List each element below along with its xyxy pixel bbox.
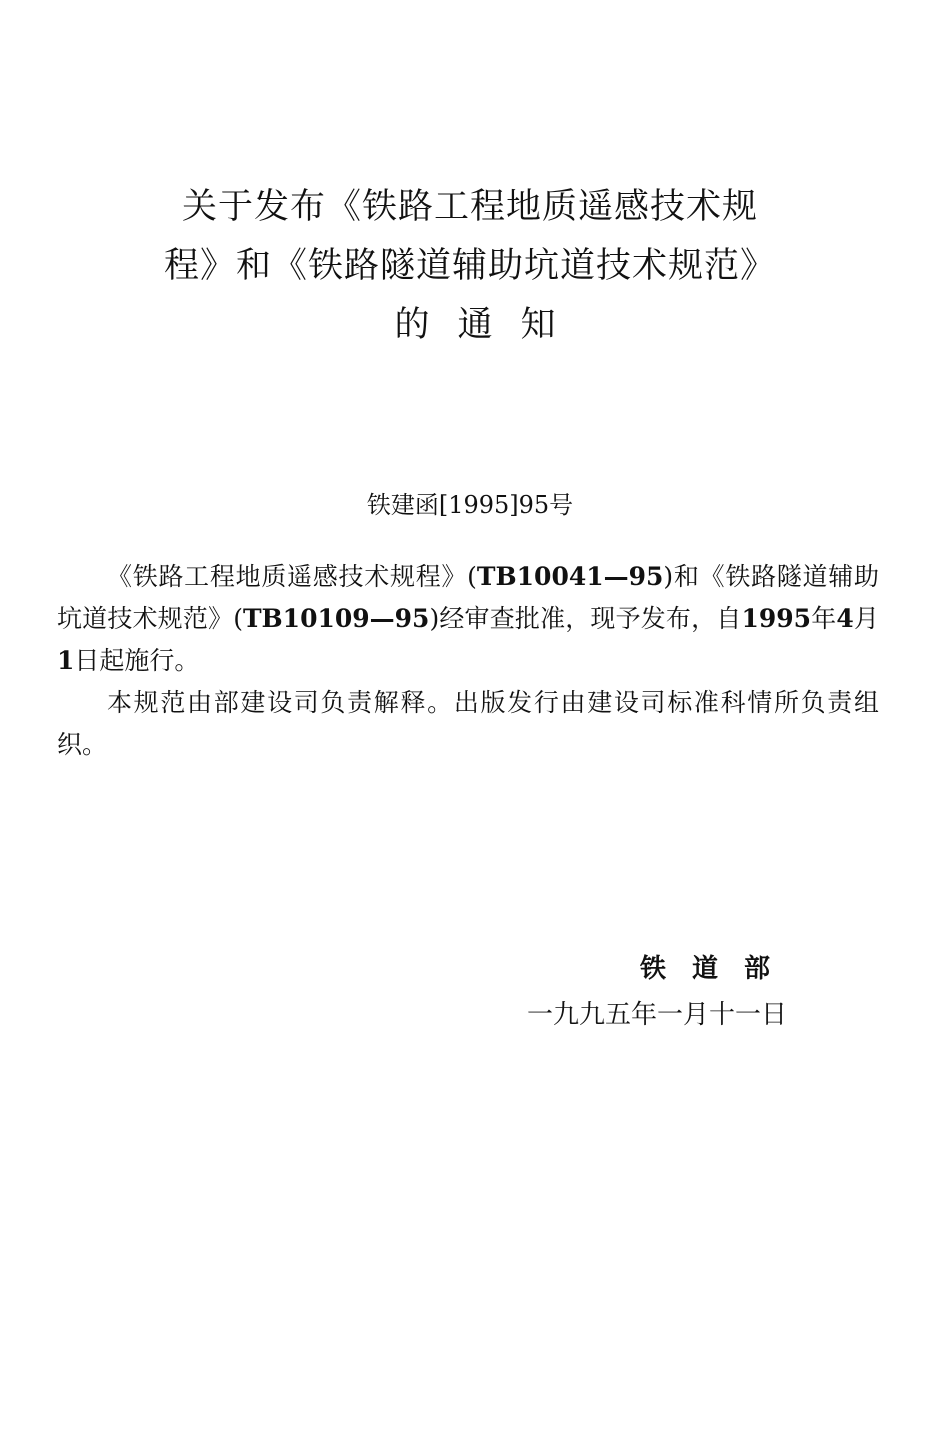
title-line-2: 程》和《铁路隧道辅助坑道技术规范》 [163,246,776,286]
effective-day: 1 [57,646,75,675]
body-paragraph-2: 本规范由部建设司负责解释。出版发行由建设司标准科情所负责组织。 [57,688,879,759]
effective-year: 1995 [741,604,812,633]
p1-text-5: 月 [853,604,879,633]
title-line-3: 的通知 [394,305,584,345]
issuing-organization: 铁道部 [640,954,797,984]
p1-text-2: )和《铁路隧道辅助坑道技术规范》( [57,562,879,633]
title-line-1: 关于发布《铁路工程地质遥感技术规 [181,187,758,227]
p1-text-1: 《铁路工程地质遥感技术规程》( [107,562,477,591]
body-paragraph-1 [57,556,879,682]
p1-text-6: 日起施行。 [74,646,200,675]
standard-code-1: TB10041—95 [476,562,664,591]
effective-month: 4 [836,604,854,633]
issue-date: 一九九五年一月十一日 [527,1000,788,1030]
standard-code-2: TB10109—95 [242,604,430,633]
p1-text-3: )经审查批准，现予发布，自 [429,604,742,633]
notice-body [57,556,879,766]
p1-text-4: 年 [811,604,837,633]
document-number: 铁建函[1995]95号 [366,491,574,519]
notice-title [0,178,950,355]
